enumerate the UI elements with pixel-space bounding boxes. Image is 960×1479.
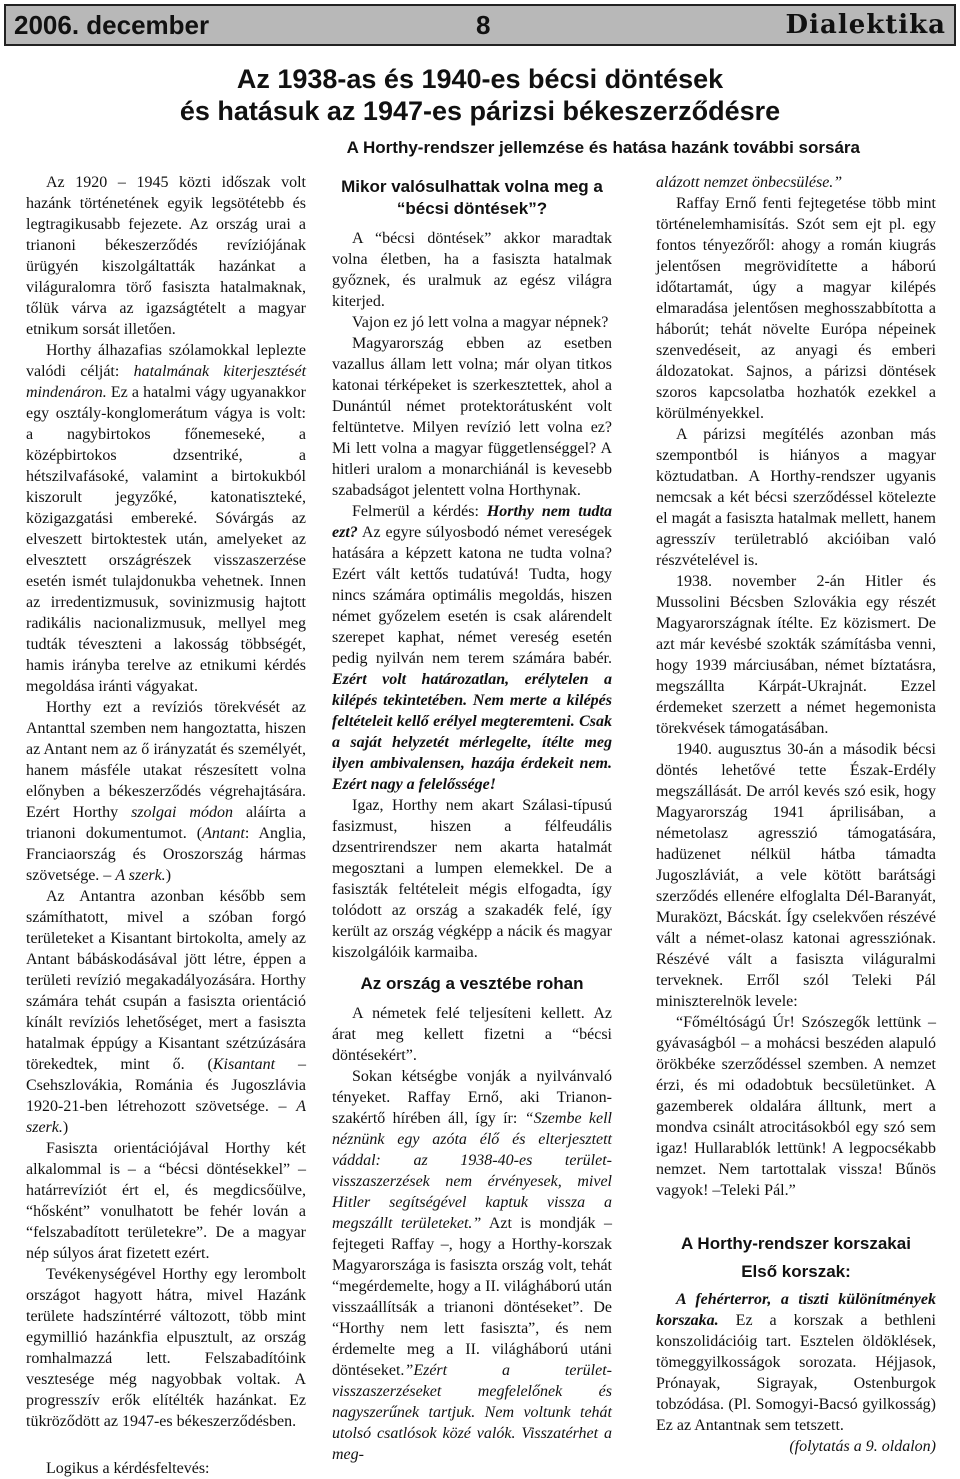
- column-2: [332, 172, 612, 1463]
- column-1: [26, 172, 307, 1477]
- paragraph: Tevékenységével Horthy egy lerombolt országot hagyott hátra, mivel Hazánk területe hadszíntérré változott, több mint egymillió hazánkfia elpusztult, az ország romhalmazzá lett. Felszabadítóink vesztesége még nagyobbak voltak. A progresszív erők elítélték hazánkat. Ez tükröződött az 1947-es békeszerződésben.: [26, 1266, 306, 1430]
- paragraph: Az 1920 – 1945 közti időszak volt hazánk történetének egyik legsötétebb és legtragikusabb fejezete. Az ország urai a trianoni békeszerződés revíziójának ürügyén kiszolgáltatták hazánkat a világuralomra törő fasiszta hatalmaknak, tőlük várva az igazságtételt a magyar etnikum sorsát illetően.: [26, 174, 306, 338]
- text-run: Az egyre súlyosbodó német vereségek hatására a képzett katona ne tudta volna? Ezért vált kettős tudatúvá! Tudta, hogy nincs számára optimális megoldás, hiszen német győzelem esetén is csak alárendelt szerepet kaphat, német vereség esetén pedig nyilván nem terem számára babér.: [332, 524, 612, 667]
- paragraph: 1940. augusztus 30-án a második bécsi döntés lehetővé tette Észak-Erdély megszállását. De arról kevés szó esik, hogy Magyarország 1941 áprilisában, a németolasz agresszió támogatására, hadüzenet nélkül hátba támadta Jugoszláviát, a vele kötött barátsági szerződés ellenére elfoglalta Dél-Baranyát, Muraközt, Bácskát. Így cselekvően részévé vált a német-olasz katonai agressziónak. Részévé vált a fasiszta világuralmi terveknek. Erről szól Teleki Pál miniszterelnök levele:: [656, 741, 936, 1010]
- italic-text: ”Ezért a terület-visszaszerzéseket megfelelőnek és nagyszerűnek tartjuk. Nem voltunk tehát utolsó csatlósok közé valók. Visszatérhet a meg-: [332, 1362, 612, 1463]
- bold-italic-text: Ezért volt határozatlan, erélytelen a kilépés tekintetében. Nem merte a kilépés feltételeit kellő erélyel megteremteni. Csak a saját helyzetét mérlegelte, ítélte meg ilyen ambivalensen, hazája érdekeit nem. Ezért nagy a felelőssége!: [332, 671, 612, 793]
- text-run: Sokan kétségbe vonják a nyilvánvaló tényeket. Raffay Ernő, aki Trianon-szakértő hírében áll, így ír:: [332, 1068, 612, 1127]
- paragraph: Igaz, Horthy nem akart Szálasi-típusú fasizmust, hiszen a félfeudális dzsentrirendszer nem akarta hatalmát megosztani a lumpen elemekkel. De a fasiszták feltételeit mégis elfogadta, így tolódott az ország a szakadék felé, így került az ország végképp a nácik és magyar kiszolgálóik karmaiba.: [332, 797, 612, 961]
- paragraph: A németek felé teljesíteni kellett. Az árat meg kellett fizetni a “bécsi döntésekért”.: [332, 1005, 612, 1064]
- continued-note: (folytatás a 9. oldalon): [789, 1438, 936, 1455]
- text-run: Ez a korszak a bethleni konszolidációig tart. Esztelen öldöklések, tömeggyilkosságok sorozata. Héjjasok, Prónayak, Sigrayak, Ostenburgok tobzódása. (Pl. Somogyi-Bacsó gyilkosság) Ez az Antantnak sem tetszett.: [656, 1312, 936, 1434]
- italic-text: alázott nemzet önbecsülése.”: [656, 174, 843, 191]
- paragraph: [332, 501, 612, 795]
- spacer: [26, 1432, 306, 1458]
- paragraph: A párizsi megítélés azonban más szempontból is hiányos a magyar köztudatban. A Horthy-rendszer ugyanis nemcsak a két bécsi szerződéssel kötelezte el magát a fasiszta hatalmak mellett, hanem agresszív területrabló akcióiban való részvételével is.: [656, 426, 936, 569]
- text-run: ): [165, 867, 172, 884]
- text-run: Ez a hatalmi vágy ugyanakkor egy osztály-konglomerátum vágya is volt: a nagybirtokos főnemeseké, a középbirtokos dzsentriké, a hétszilvafásoké, valamint a birtokukból kiszorult jegyzőké, katonatiszteké, közigazgatási embereké. Sóvárgás az elveszett birtoktestek után, amelyeket az elvesztett országrészek visszaszerzése esetén ismét tulajdonukba vehetnek. Innen az irredentizmusuk, sovinizmusig hajtott radikális nacionalizmusuk, mellyel meg tudták téveszteni a lakosság többségét, hamis irányba terelve az etnikumi kérdés megoldása iránti vágyakat.: [26, 384, 306, 695]
- text-run: Az Antantra azonban később sem számíthatott, mivel a szóban forgó területeket a Kisantant birtokolta, amely az Antant bábáskodásával jött létre, éppen a területi revízió megakadályozására. Horthy számára tehát csupán a fasiszta orientáció kínált revíziós lehetőséget, mert a fasiszta hatalmak éppúgy a Kisantant szétzúzására törekedtek, mint ő. (: [26, 888, 306, 1073]
- text-run: : Anglia, Franciaország és Oroszország hármas szövetsége. –: [26, 825, 306, 884]
- paragraph: A “bécsi döntések” akkor maradtak volna életben, ha a fasiszta hatalmak győznek, és uralmuk az egész világra kiterjed.: [332, 230, 612, 310]
- article-subtitle: A Horthy-rendszer jellemzése és hatása hazánk további sorsára: [346, 138, 860, 157]
- text-run: Horthy ezt a revíziós törekvését az Antanttal szemben nem hangoztatta, hiszen az Antant nem az ő irányzatát és személyét, hanem másféle utakat részesített volna előnyben a békeszerződés végrehajtására. Ezért Horthy: [26, 699, 306, 821]
- italic-text: “Szembe kell néznünk egy azóta élő és elterjesztett váddal: az 1938-40-es terület-visszaszerzések nem érvényesek, mivel Hitler segítségével kaptuk vissza a megszállt területeket.”: [332, 1110, 612, 1232]
- issue-date: 2006. december: [14, 10, 210, 40]
- text-run: – Csehszlovákia, Románia és Jugoszlávia 1920-21-ben létrehozott szövetsége. –: [26, 1056, 307, 1115]
- page-number: 8: [476, 10, 491, 40]
- paragraph: [332, 1066, 612, 1465]
- italic-text: szolgai módon: [131, 804, 233, 821]
- paragraph: [26, 340, 306, 697]
- section-heading: Az ország a vesztébe rohan: [360, 974, 584, 993]
- text-run: Horthy álhazafias szólamokkal leplezte valódi célját:: [26, 342, 306, 380]
- paragraph: Raffay Ernő fenti fejtegetése több mint történelemhamisítás. Szót sem ejt pl. egy fontos tényezőről: ahogy a román kiugrás jelentősen megrövidítette a háború időtartamát, úgy a magyar kilépés elmaradása jelentősen meghosszabbította a háborút; tehát növelte Európa népeinek szenvedéseit, az anyagi és emberi áldozatokat. Sajnos, a párizsi döntések szoros kapcsolatba hozhatók ezekkel a körülményekkel.: [656, 195, 936, 422]
- text-run: Felmerül a kérdés:: [352, 503, 487, 520]
- italic-text: Kisantant: [212, 1056, 276, 1073]
- spacer: [656, 1201, 936, 1227]
- paragraph: [656, 1289, 936, 1436]
- paragraph: Magyarország ebben az esetben vazallus állam lett volna; már olyan titkos katonai térképeket is szerkesztettek, ahol a Dunántúl német protektorátusként volt feltüntetve. Milyen revízió lett volna ez? Mi lett volna a magyar függetlenséggel? A hitleri uralom a monarchiánál is kevesebb szabadságot jelentett volna Horthynak.: [332, 335, 612, 499]
- page-header: [4, 4, 956, 46]
- text-run: Azt is mondják – fejtegeti Raffay –, hogy a Horthy-korszak Magyarországa is fasiszta ország volt, tehát “megérdemelte, hogy a II. világháború után visszaállítsák a trianoni döntéseket”. De “Horthy nem lett fasiszta”, és nem érdemelte meg a II. világháború utáni döntéseket.: [332, 1215, 612, 1379]
- paragraph: “Főméltóságú Úr! Szószegők lettünk – gyávaságból – a mohácsi beszéden alapuló örökbéke szerződéssel szemben. A nemzet érzi, és mi odadobtuk becsületünket. A gazemberek oldalára álltunk, mert a mondva csinált atrocitásokból egy szó sem igaz! Hullarablók lettünk! A legpocsékabb nemzet. Nem tartottalak vissza! Bűnös vagyok! –Teleki Pál.”: [656, 1014, 936, 1199]
- bold-italic-text: Horthy nem tudta ezt?: [332, 503, 612, 541]
- italic-text: Antant: [202, 825, 245, 842]
- text-run: ): [62, 1119, 69, 1136]
- section-heading: Mikor valósulhattak volna meg a “bécsi döntések”?: [341, 177, 603, 218]
- column-3: [656, 172, 936, 1455]
- paragraph: 1938. november 2-án Hitler és Mussolini Bécsben Szlovákia egy részét Magyarországnak ítélte. Ez közismert. De azt már kevésbé szokták számításba venni, hogy 1939 márciusában, német bíztatásra, megszállta Kárpát-Ukrajnát. Ezzel érdemeket szerzett a német hegemonista törekvések támogatásában.: [656, 573, 936, 737]
- article-title-line2: és hatásuk az 1947-es párizsi békeszerződésre: [179, 96, 781, 126]
- italic-text: A szerk.: [26, 1098, 306, 1136]
- paragraph: [26, 886, 306, 1138]
- paragraph: [26, 697, 306, 886]
- publication-name: Dialektika: [785, 10, 946, 40]
- bold-italic-text: A fehérterror, a tiszti különítmények korszaka.: [656, 1291, 936, 1329]
- paragraph: [656, 172, 936, 193]
- italic-text: A szerk.: [115, 867, 166, 884]
- italic-text: hatalmának kiterjesztését mindenáron.: [26, 363, 307, 401]
- paragraph: Fasiszta orientációjával Horthy két alkalommal is – a “bécsi döntésekkel” – határrevíziót ért el, és megdicsőülve, “hősként” vonulhatott be fehér lován a “felszabadított területekre”. De a magyar nép súlyos árat fizetett ezért.: [26, 1140, 306, 1262]
- paragraph: Logikus a kérdésfeltevés:: [46, 1460, 210, 1477]
- text-run: aláírta a trianoni dokumentumot. (: [26, 804, 306, 842]
- section-heading: A Horthy-rendszer korszakai: [681, 1234, 911, 1253]
- article-title-line1: Az 1938-as és 1940-es bécsi döntések: [236, 64, 724, 94]
- section-subheading: Első korszak:: [741, 1262, 851, 1281]
- paragraph: Vajon ez jó lett volna a magyar népnek?: [352, 314, 609, 331]
